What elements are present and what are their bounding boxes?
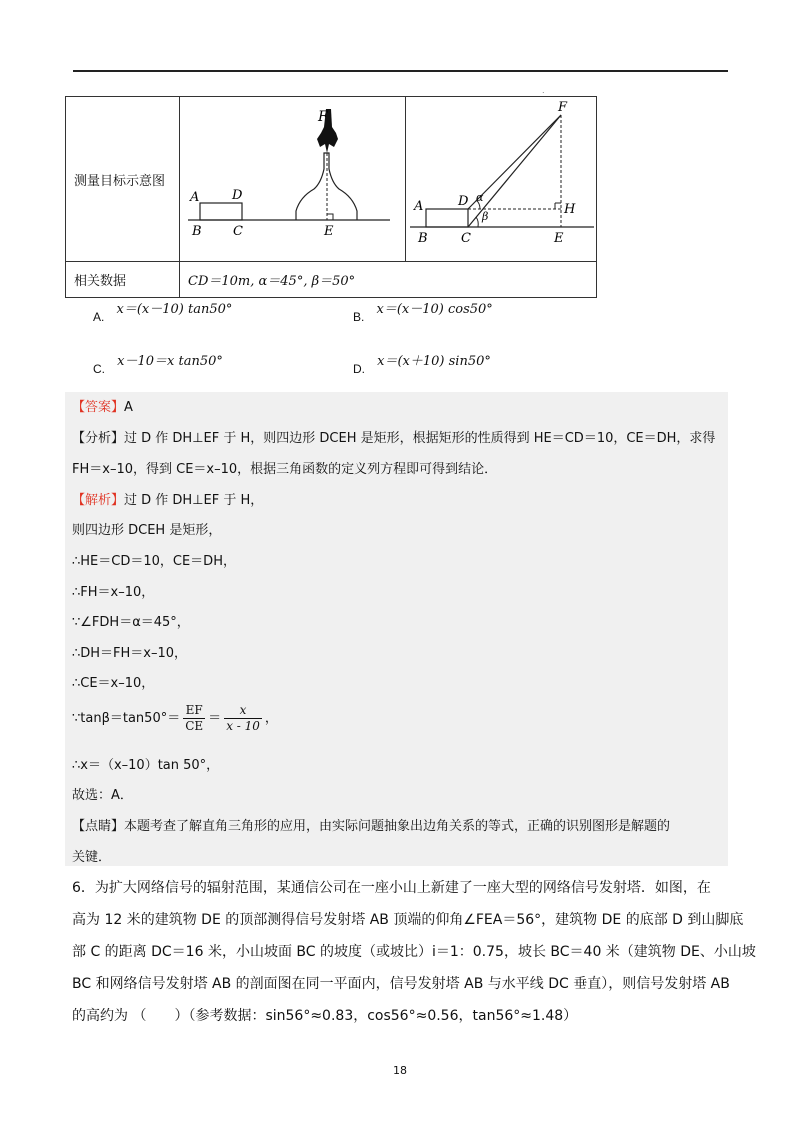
answer-line [72,399,133,417]
explain-line-1 [72,492,263,510]
fraction-ef-ce-den: CE [185,719,204,733]
fig2-label-D: D [458,194,469,209]
tan-prefix: ∵tanβ＝tan50°＝ [72,711,181,726]
tan-suffix: ， [264,711,278,726]
analysis-tag: 【分析】 [72,431,125,446]
measurement-table [65,96,597,298]
fig2-label-alpha: α [476,191,484,204]
fig2-label-B: B [418,231,428,246]
choice-a[interactable] [93,298,233,324]
step-line: ∴DH＝FH＝x–10， [72,646,188,661]
answer-value: A [124,400,133,415]
fig1-label-A: A [190,190,200,205]
analysis-line-1 [72,430,715,448]
choice-d-letter: D. [353,362,365,376]
fig2-label-F: F [558,100,568,115]
choice-c[interactable] [93,350,223,376]
fig1-label-D: D [232,188,243,203]
table-label-data: 相关数据 [66,262,180,298]
figure-2 [406,97,596,257]
choice-a-letter: A. [93,310,105,324]
fraction-x [224,703,262,734]
fig2-label-A: A [414,199,424,214]
choose-line: 故选：A． [72,788,133,803]
choice-a-formula: x＝(x－10) tan50° [116,302,233,317]
result-line: ∴x＝（x–10）tan 50°， [72,758,220,773]
page-number: 18 [393,1064,407,1077]
fig2-label-H: H [564,202,576,217]
equals-sign: ＝ [208,711,222,726]
comment-text-1: 本题考查了解直角三角形的应用，由实际问题抽象出边角关系的等式，正确的识别图形是解题的 [124,819,671,834]
question6-line: 高为 12 米的建筑物 DE 的顶部测得信号发射塔 AB 顶端的仰角∠FEA＝56°，建筑物 DE 的底部 D 到山脚底 [72,912,744,928]
header-rule [73,70,728,72]
step-line: 则四边形 DCEH 是矩形， [72,523,222,538]
fraction-x-den: x - 10 [226,719,260,733]
comment-tag: 【点睛】 [72,819,125,834]
choice-d[interactable] [353,350,491,376]
related-data: CD＝10m, α＝45°, β＝50° [180,262,597,298]
fig1-label-B: B [192,224,202,239]
step-line: ∵∠FDH＝α＝45°， [72,615,190,630]
explain-tag: 【解析】 [72,493,125,508]
dot-mark: . [542,86,545,95]
choice-b[interactable] [353,298,493,324]
fig1-label-C: C [233,224,243,239]
table-label-diagram: 测量目标示意图 [66,97,180,262]
figure-1 [180,97,405,257]
fig2-label-C: C [461,231,471,246]
fraction-x-num: x [224,703,262,719]
analysis-text-1: 过 D 作 DH⊥EF 于 H，则四边形 DCEH 是矩形，根据矩形的性质得到 HE＝CD＝10，CE＝DH，求得 [124,431,716,446]
explain-text-1: 过 D 作 DH⊥EF 于 H， [124,493,264,508]
choice-b-letter: B. [353,310,365,324]
step-line: ∴FH＝x–10， [72,585,155,600]
fig1-label-F: F [318,109,328,125]
question6-line: 的高约为 （ ）（参考数据：sin56°≈0.83，cos56°≈0.56，tan56°≈1.48） [72,1008,578,1024]
figure-cell-2 [406,97,597,262]
question6-line: BC 和网络信号发射塔 AB 的剖面图在同一平面内，信号发射塔 AB 与水平线 DC 垂直），则信号发射塔 AB [72,976,730,992]
fraction-ef-ce [183,703,205,734]
answer-tag: 【答案】 [72,400,125,415]
fig2-label-E: E [554,231,564,246]
choice-c-formula: x－10＝x tan50° [117,354,223,369]
fraction-ef-ce-num: EF [183,703,205,719]
figure-cell-1 [180,97,406,262]
comment-line-1 [72,818,670,836]
analysis-line-2: FH＝x–10，得到 CE＝x–10，根据三角函数的定义列方程即可得到结论． [72,462,498,477]
step-line: ∴HE＝CD＝10，CE＝DH， [72,554,236,569]
choice-d-formula: x＝(x＋10) sin50° [377,354,491,369]
choice-b-formula: x＝(x－10) cos50° [376,302,493,317]
comment-line-2: 关键． [72,850,112,865]
fig2-label-beta: β [482,210,489,223]
tan-equation-line [72,702,278,736]
step-line: ∴CE＝x–10， [72,676,155,691]
question6-line: 部 C 的距离 DC＝16 米，小山坡面 BC 的坡度（或坡比）i＝1：0.75，坡长 BC＝40 米（建筑物 DE、小山坡 [72,944,756,960]
fig1-label-E: E [324,224,334,239]
question6-line: 6．为扩大网络信号的辐射范围，某通信公司在一座小山上新建了一座大型的网络信号发射塔．如图，在 [72,880,711,896]
choice-c-letter: C. [93,362,105,376]
